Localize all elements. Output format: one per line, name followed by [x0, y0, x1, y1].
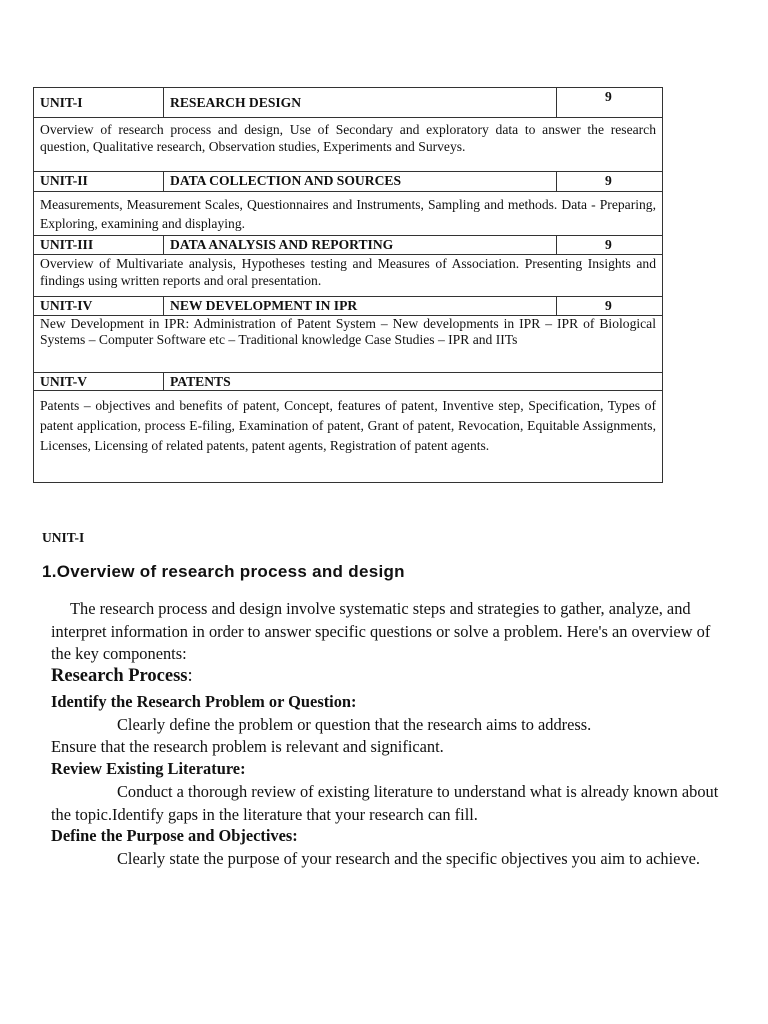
step-heading: Identify the Research Problem or Question:: [51, 692, 357, 711]
unit-title: DATA ANALYSIS AND REPORTING: [164, 236, 557, 255]
research-process-colon: :: [187, 666, 193, 686]
unit-description: Measurements, Measurement Scales, Questionnaires and Instruments, Sampling and methods. Data - Preparing, Exploring, examining and displaying.: [34, 192, 663, 236]
research-process-heading: [51, 666, 193, 687]
unit-code: UNIT-IV: [34, 297, 164, 316]
unit-hours: 9: [557, 88, 663, 118]
unit-description: Overview of research process and design, Use of Secondary and exploratory data to answer the research question, Qualitative research, Observation studies, Experiments and Surveys.: [34, 118, 663, 172]
unit-hours: 9: [557, 172, 663, 192]
unit-code: UNIT-III: [34, 236, 164, 255]
unit-code: UNIT-V: [34, 373, 164, 391]
unit-row: [34, 88, 663, 118]
unit-title: PATENTS: [164, 373, 663, 391]
step-heading: Review Existing Literature:: [51, 759, 246, 778]
intro-paragraph: The research process and design involve systematic steps and strategies to gather, analyze, and interpret information in order to answer specific questions or solve a problem. Here's an overview of the key components:: [51, 599, 711, 664]
section-heading: 1.Overview of research process and design: [42, 562, 405, 581]
unit-description-row: [34, 316, 663, 373]
unit-code: UNIT-II: [34, 172, 164, 192]
unit-description-row: [34, 118, 663, 172]
unit-title: RESEARCH DESIGN: [164, 88, 557, 118]
unit-description: New Development in IPR: Administration of Patent System – New developments in IPR – IPR of Biological Systems – Computer Software etc – Traditional knowledge Case Studies – IPR and IITs: [34, 316, 663, 373]
unit-row: [34, 373, 663, 391]
research-process-title: Research Process: [51, 666, 188, 686]
syllabus-table: [33, 87, 663, 483]
unit-hours: 9: [557, 297, 663, 316]
unit-description: Patents – objectives and benefits of patent, Concept, features of patent, Inventive step, Specification, Types of patent application, process E-filing, Examination of patent, Grant of patent, Revocation, Equitable Assignments, Licenses, Licensing of related patents, patent agents, Registration of patent agents.: [34, 391, 663, 483]
step-text: Ensure that the research problem is relevant and significant.: [51, 737, 444, 756]
unit-label: UNIT-I: [42, 530, 85, 545]
unit-description-row: [34, 255, 663, 297]
unit-row: [34, 297, 663, 316]
unit-title: DATA COLLECTION AND SOURCES: [164, 172, 557, 192]
unit-row: [34, 172, 663, 192]
step-text: Conduct a thorough review of existing literature to understand what is already known about the topic.Identify gaps in the literature that your research can fill.: [51, 782, 719, 824]
step-text: Clearly define the problem or question that the research aims to address.: [117, 715, 592, 734]
unit-description: Overview of Multivariate analysis, Hypotheses testing and Measures of Association. Presenting Insights and findings using written reports and oral presentation.: [34, 255, 663, 297]
unit-code: UNIT-I: [34, 88, 164, 118]
unit-title: NEW DEVELOPMENT IN IPR: [164, 297, 557, 316]
unit-description-row: [34, 192, 663, 236]
step-text: Clearly state the purpose of your research and the specific objectives you aim to achieve.: [117, 849, 701, 868]
unit-description-row: [34, 391, 663, 483]
unit-hours: 9: [557, 236, 663, 255]
step-heading: Define the Purpose and Objectives:: [51, 826, 298, 845]
unit-row: [34, 236, 663, 255]
